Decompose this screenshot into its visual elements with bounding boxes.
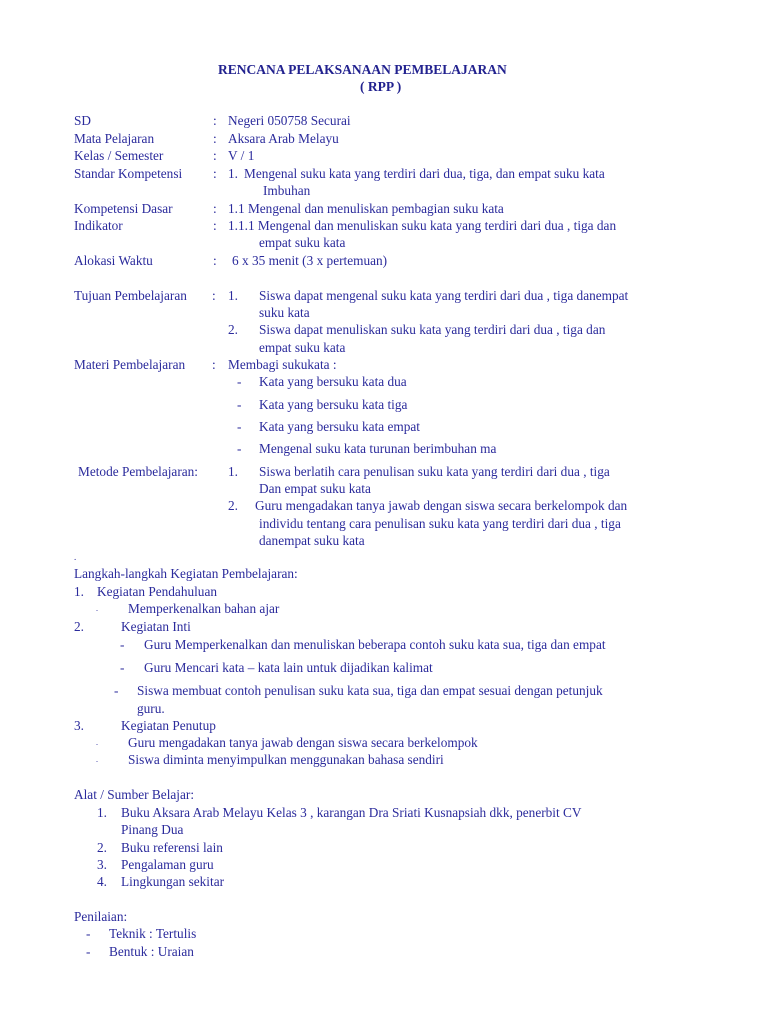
list-item: Siswa membuat contoh penulisan suku kata sua, tiga dan empat sesuai dengan petunjuk xyxy=(137,683,603,698)
document-title: RENCANA PELAKSANAAN PEMBELAJARAN xyxy=(218,62,507,77)
info-value: 1.1 Mengenal dan menuliskan pembagian suku kata xyxy=(228,201,504,216)
colon: : xyxy=(212,357,216,372)
section-label: Metode Pembelajaran: xyxy=(78,464,198,479)
colon: : xyxy=(212,288,216,303)
section-heading: Penilaian: xyxy=(74,909,128,924)
colon: : xyxy=(213,113,217,128)
step-title: Kegiatan Pendahuluan xyxy=(97,584,218,599)
section-label: Tujuan Pembelajaran xyxy=(74,288,187,303)
info-label: Kelas / Semester xyxy=(74,148,164,163)
list-item: Bentuk : Uraian xyxy=(109,944,194,959)
colon: : xyxy=(213,201,217,216)
list-number: 2. xyxy=(228,322,238,337)
list-number: 1. xyxy=(74,584,84,599)
info-value: Negeri 050758 Securai xyxy=(228,113,351,128)
dot: . xyxy=(96,738,98,747)
bullet: - xyxy=(120,637,125,652)
list-item: individu tentang cara penulisan suku kata yang terdiri dari dua , tiga xyxy=(259,516,621,531)
document-subtitle: ( RPP ) xyxy=(360,79,402,94)
list-number: 2. xyxy=(74,619,84,634)
info-label: Kompetensi Dasar xyxy=(74,201,173,216)
bullet: - xyxy=(114,683,119,698)
list-item: Guru Mencari kata – kata lain untuk dijadikan kalimat xyxy=(144,660,433,675)
bullet: - xyxy=(237,441,242,456)
info-label: Standar Kompetensi xyxy=(74,166,183,181)
step-title: Kegiatan Penutup xyxy=(121,718,216,733)
list-number: 1. xyxy=(228,288,238,303)
list-item: Pengalaman guru xyxy=(121,857,214,872)
list-number: 2. xyxy=(97,840,107,855)
bullet: - xyxy=(237,419,242,434)
list-item: Buku Aksara Arab Melayu Kelas 3 , karangan Dra Sriati Kusnapsiah dkk, penerbit CV xyxy=(121,805,582,820)
info-value: 6 x 35 menit (3 x pertemuan) xyxy=(232,253,388,268)
list-item: Dan empat suku kata xyxy=(259,481,371,496)
list-number: 1. xyxy=(228,166,238,181)
info-label: Alokasi Waktu xyxy=(74,253,153,268)
info-value: V / 1 xyxy=(228,148,255,163)
bullet: - xyxy=(120,660,125,675)
list-item: Guru mengadakan tanya jawab dengan siswa secara berkelompok dan xyxy=(255,498,628,513)
list-number: 3. xyxy=(74,718,84,733)
list-item: Buku referensi lain xyxy=(121,840,223,855)
list-item: Kata yang bersuku kata dua xyxy=(259,374,407,389)
section-label: Materi Pembelajaran xyxy=(74,357,186,372)
list-number: 4. xyxy=(97,874,107,889)
stray-dot: . xyxy=(74,552,77,562)
list-item: Siswa dapat menuliskan suku kata yang terdiri dari dua , tiga dan xyxy=(259,322,606,337)
list-item: Mengenal suku kata turunan berimbuhan ma xyxy=(259,441,497,456)
colon: : xyxy=(213,166,217,181)
info-label: SD xyxy=(74,113,91,128)
list-item: Teknik : Tertulis xyxy=(109,926,197,941)
colon: : xyxy=(213,253,217,268)
list-number: 3. xyxy=(97,857,107,872)
info-label: Indikator xyxy=(74,218,123,233)
list-number: 1. xyxy=(97,805,107,820)
dot: . xyxy=(96,604,98,613)
list-number: 1. xyxy=(228,464,238,479)
list-item: Kata yang bersuku kata empat xyxy=(259,419,420,434)
list-item: danempat suku kata xyxy=(259,533,365,548)
list-item: Siswa diminta menyimpulkan menggunakan bahasa sendiri xyxy=(128,752,444,767)
colon: : xyxy=(213,148,217,163)
colon: : xyxy=(213,218,217,233)
bullet: - xyxy=(237,374,242,389)
info-value: Mengenal suku kata yang terdiri dari dua, tiga, dan empat suku kata xyxy=(244,166,605,181)
list-item: Pinang Dua xyxy=(121,822,184,837)
list-item: Siswa dapat mengenal suku kata yang terdiri dari dua , tiga danempat xyxy=(259,288,629,303)
list-item: Kata yang bersuku kata tiga xyxy=(259,397,408,412)
list-item: Lingkungan sekitar xyxy=(121,874,225,889)
info-value: empat suku kata xyxy=(259,235,346,250)
list-item: suku kata xyxy=(259,305,310,320)
list-item: Guru mengadakan tanya jawab dengan siswa secara berkelompok xyxy=(128,735,478,750)
bullet: - xyxy=(237,397,242,412)
list-item: Memperkenalkan bahan ajar xyxy=(128,601,280,616)
list-item: Siswa berlatih cara penulisan suku kata yang terdiri dari dua , tiga xyxy=(259,464,610,479)
list-intro: Membagi sukukata : xyxy=(228,357,337,372)
section-heading: Alat / Sumber Belajar: xyxy=(74,787,195,802)
dot: . xyxy=(96,755,98,764)
list-item: empat suku kata xyxy=(259,340,346,355)
list-item: Guru Memperkenalkan dan menuliskan beberapa contoh suku kata sua, tiga dan empat xyxy=(144,637,606,652)
step-title: Kegiatan Inti xyxy=(121,619,191,634)
list-item: guru. xyxy=(137,701,165,716)
list-number: 2. xyxy=(228,498,238,513)
info-value: Imbuhan xyxy=(263,183,311,198)
info-label: Mata Pelajaran xyxy=(74,131,155,146)
bullet: - xyxy=(86,944,91,959)
bullet: - xyxy=(86,926,91,941)
section-heading: Langkah-langkah Kegiatan Pembelajaran: xyxy=(74,566,298,581)
colon: : xyxy=(213,131,217,146)
info-value: Aksara Arab Melayu xyxy=(228,131,339,146)
info-value: 1.1.1 Mengenal dan menuliskan suku kata yang terdiri dari dua , tiga dan xyxy=(228,218,617,233)
